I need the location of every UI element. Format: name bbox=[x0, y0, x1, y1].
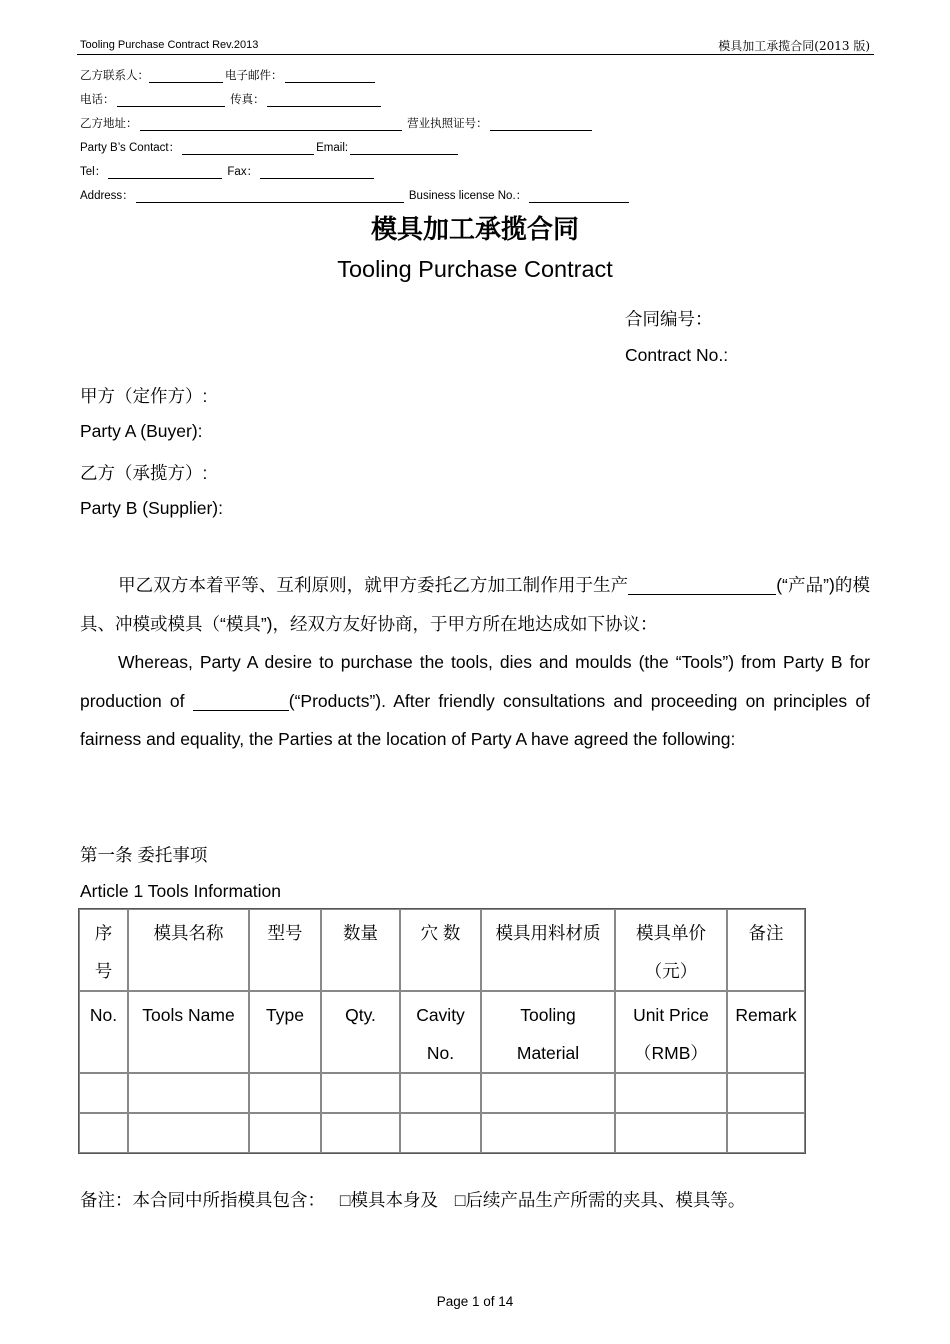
preamble-en-part1: Whereas, Party A desire to purchase the tools, dies and moulds (the “Tools”) from Party B for production of bbox=[80, 652, 870, 711]
party-a-cn: 甲方（定作方）: bbox=[80, 386, 208, 406]
header-divider bbox=[77, 54, 874, 55]
cn-address-label: 乙方地址： bbox=[80, 116, 138, 130]
en-tel-label: Tel： bbox=[80, 166, 107, 178]
header-cell-en: Cavity No. bbox=[400, 991, 481, 1073]
header-cell-en: Type bbox=[249, 991, 321, 1073]
preamble-en bbox=[80, 643, 870, 759]
cn-contact-blank bbox=[149, 70, 223, 83]
en-address-label: Address： bbox=[80, 190, 134, 202]
cn-phone-label: 电话： bbox=[80, 92, 115, 106]
contact-row-en-2 bbox=[80, 163, 376, 179]
header-cell-en: Tooling Material bbox=[481, 991, 615, 1073]
contact-row-cn-2 bbox=[80, 91, 383, 107]
tools-table bbox=[78, 908, 806, 1154]
table-header-row-en bbox=[79, 991, 805, 1073]
cn-address-blank bbox=[140, 118, 402, 131]
cn-contact-label: 乙方联系人： bbox=[80, 68, 149, 82]
en-license-label: Business license No.： bbox=[408, 190, 528, 202]
product-name-blank-en bbox=[193, 690, 289, 711]
cn-license-blank bbox=[490, 118, 592, 131]
en-license-blank bbox=[529, 190, 629, 203]
preamble-cn-part2: (“产品”)的模具、冲模或模具（“模具”)，经双方友好协商，于甲方所在地达成如下协议： bbox=[80, 575, 871, 634]
preamble-cn-part1: 甲乙双方本着平等、互利原则，就甲方委托乙方加工制作用于生产 bbox=[118, 575, 629, 595]
en-tel-blank bbox=[108, 166, 222, 179]
header-cell-en: No. bbox=[79, 991, 128, 1073]
cn-phone-blank bbox=[117, 94, 225, 107]
header-left-title: Tooling Purchase Contract Rev.2013 bbox=[80, 39, 259, 51]
en-contact-label: Party B’s Contact： bbox=[80, 142, 181, 154]
en-contact-blank bbox=[182, 142, 314, 155]
table-row bbox=[79, 1073, 805, 1113]
table-row bbox=[79, 1113, 805, 1153]
table-header-row-cn bbox=[79, 909, 805, 991]
note-line bbox=[80, 1187, 745, 1212]
article1-en: Article 1 Tools Information bbox=[80, 881, 282, 901]
contact-row-en-1 bbox=[80, 139, 460, 155]
header-cell-cn: 模具名称 bbox=[128, 909, 249, 991]
header-cell-cn: 穴 数 bbox=[400, 909, 481, 991]
en-email-label: Email: bbox=[316, 142, 349, 154]
header-cell-en: Qty. bbox=[321, 991, 400, 1073]
header-cell-cn: 模具单价（元） bbox=[615, 909, 727, 991]
header-cell-cn: 序号 bbox=[79, 909, 128, 991]
header-cell-en: Remark bbox=[727, 991, 805, 1073]
header-cell-en: Tools Name bbox=[128, 991, 249, 1073]
header-cell-cn: 模具用料材质 bbox=[481, 909, 615, 991]
preamble-en-part2: (“Products”). After friendly consultations and proceeding on principles of fairness and equality, the Parties at the location of Party A have agreed the following: bbox=[80, 690, 870, 749]
en-fax-blank bbox=[260, 166, 374, 179]
title-chinese: 模具加工承揽合同 bbox=[370, 215, 579, 245]
party-b-cn: 乙方（承揽方）: bbox=[80, 463, 208, 483]
cn-fax-blank bbox=[267, 94, 381, 107]
product-name-blank bbox=[628, 574, 776, 595]
contact-row-en-3 bbox=[80, 187, 631, 203]
header-cell-cn: 数量 bbox=[321, 909, 400, 991]
note-option-tool[interactable]: □模具本身及 bbox=[339, 1190, 438, 1210]
preamble-cn bbox=[80, 566, 870, 643]
header-cell-cn: 型号 bbox=[249, 909, 321, 991]
en-address-blank bbox=[136, 190, 404, 203]
note-label: 备注：本合同中所指模具包含： bbox=[80, 1190, 325, 1210]
cn-email-blank bbox=[285, 70, 375, 83]
cn-email-label: 电子邮件： bbox=[225, 68, 283, 82]
contact-row-cn-3 bbox=[80, 115, 594, 131]
party-b-en: Party B (Supplier): bbox=[80, 498, 223, 518]
cn-license-label: 营业执照证号： bbox=[407, 116, 488, 130]
header-right-title: 模具加工承揽合同(2013 版) bbox=[718, 39, 870, 53]
contract-no-cn: 合同编号： bbox=[625, 309, 713, 329]
en-email-blank bbox=[350, 142, 458, 155]
party-a-en: Party A (Buyer): bbox=[80, 421, 203, 441]
header-cell-cn: 备注 bbox=[727, 909, 805, 991]
cn-fax-label: 传真： bbox=[230, 92, 265, 106]
article1-cn: 第一条 委托事项 bbox=[80, 845, 208, 865]
en-fax-label: Fax： bbox=[227, 166, 259, 178]
page-number: Page 1 of 14 bbox=[436, 1294, 514, 1309]
contract-no-en: Contract No.: bbox=[625, 345, 729, 365]
header-cell-en: Unit Price （RMB） bbox=[615, 991, 727, 1073]
title-english: Tooling Purchase Contract bbox=[337, 256, 613, 282]
contact-row-cn-1 bbox=[80, 67, 377, 83]
note-option-fixture[interactable]: □后续产品生产所需的夹具、模具等。 bbox=[454, 1190, 746, 1210]
